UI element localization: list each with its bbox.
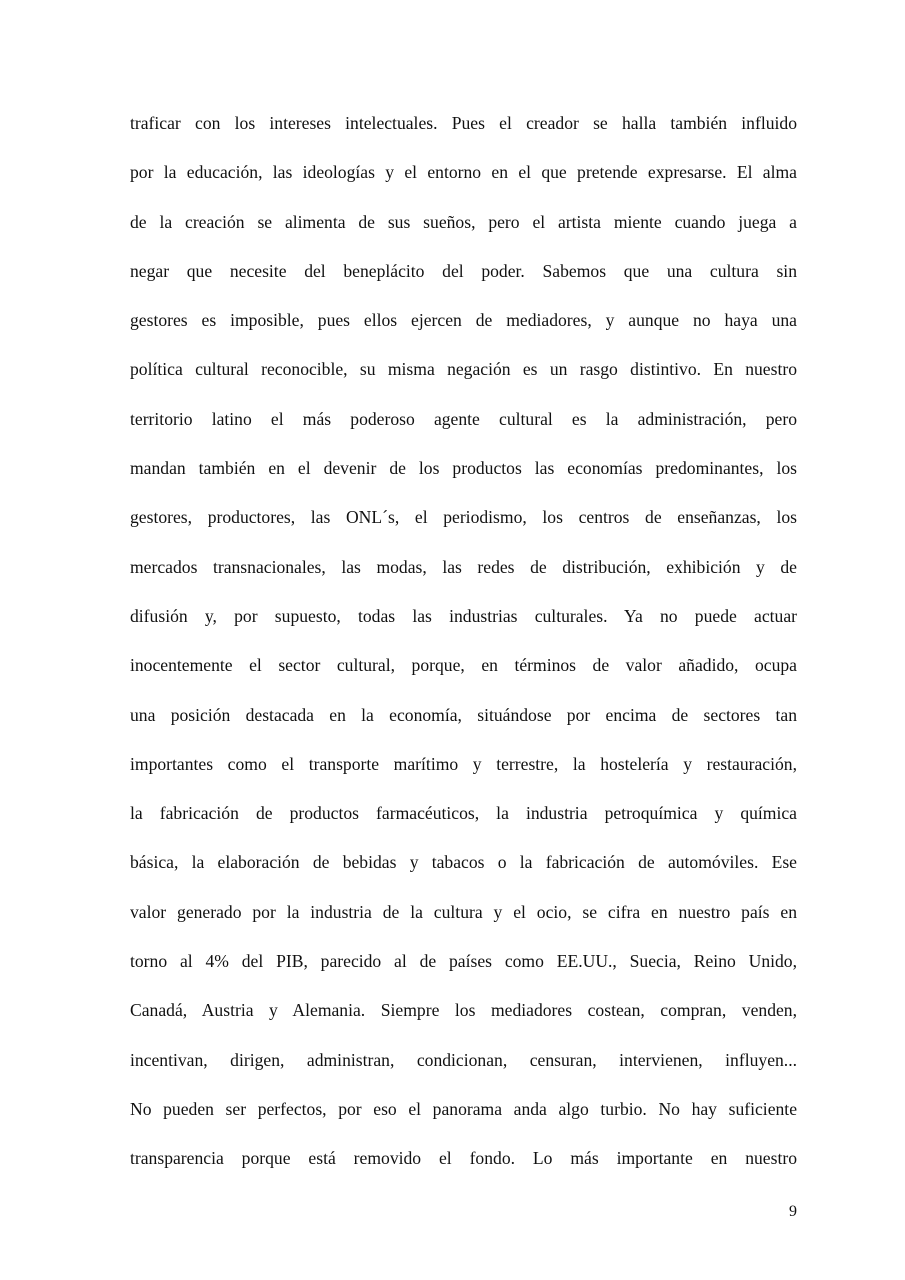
text-line: de la creación se alimenta de sus sueños, pero el artista miente cuando juega a xyxy=(130,211,797,232)
text-line: la fabricación de productos farmacéuticos, la industria petroquímica y química xyxy=(130,803,797,824)
text-line: mandan también en el devenir de los productos las economías predominantes, los xyxy=(130,458,797,479)
text-line: política cultural reconocible, su misma negación es un rasgo distintivo. En nuestro xyxy=(130,359,797,380)
text-line: importantes como el transporte marítimo y terrestre, la hostelería y restauración, xyxy=(130,753,797,774)
text-line: mercados transnacionales, las modas, las redes de distribución, exhibición y de xyxy=(130,556,797,577)
text-line: territorio latino el más poderoso agente cultural es la administración, pero xyxy=(130,408,797,429)
text-line: valor generado por la industria de la cultura y el ocio, se cifra en nuestro país en xyxy=(130,901,797,922)
text-line: gestores, productores, las ONL´s, el periodismo, los centros de enseñanzas, los xyxy=(130,507,797,528)
text-line: inocentemente el sector cultural, porque, en términos de valor añadido, ocupa xyxy=(130,655,797,676)
text-line: No pueden ser perfectos, por eso el panorama anda algo turbio. No hay suficiente xyxy=(130,1098,797,1119)
text-line: por la educación, las ideologías y el entorno en el que pretende expresarse. El alma xyxy=(130,162,797,183)
text-line: gestores es imposible, pues ellos ejercen de mediadores, y aunque no haya una xyxy=(130,310,797,331)
text-line: transparencia porque está removido el fondo. Lo más importante en nuestro xyxy=(130,1148,797,1169)
text-line: torno al 4% del PIB, parecido al de países como EE.UU., Suecia, Reino Unido, xyxy=(130,951,797,972)
text-line: Canadá, Austria y Alemania. Siempre los mediadores costean, compran, venden, xyxy=(130,1000,797,1021)
page-number: 9 xyxy=(789,1203,797,1220)
text-line: una posición destacada en la economía, situándose por encima de sectores tan xyxy=(130,704,797,725)
text-line: básica, la elaboración de bebidas y tabacos o la fabricación de automóviles. Ese xyxy=(130,852,797,873)
body-text xyxy=(130,102,797,1187)
text-line: difusión y, por supuesto, todas las industrias culturales. Ya no puede actuar xyxy=(130,605,797,626)
text-line: incentivan, dirigen, administran, condicionan, censuran, intervienen, influyen... xyxy=(130,1049,797,1070)
text-line: negar que necesite del beneplácito del poder. Sabemos que una cultura sin xyxy=(130,260,797,281)
text-line: traficar con los intereses intelectuales. Pues el creador se halla también influido xyxy=(130,113,797,133)
